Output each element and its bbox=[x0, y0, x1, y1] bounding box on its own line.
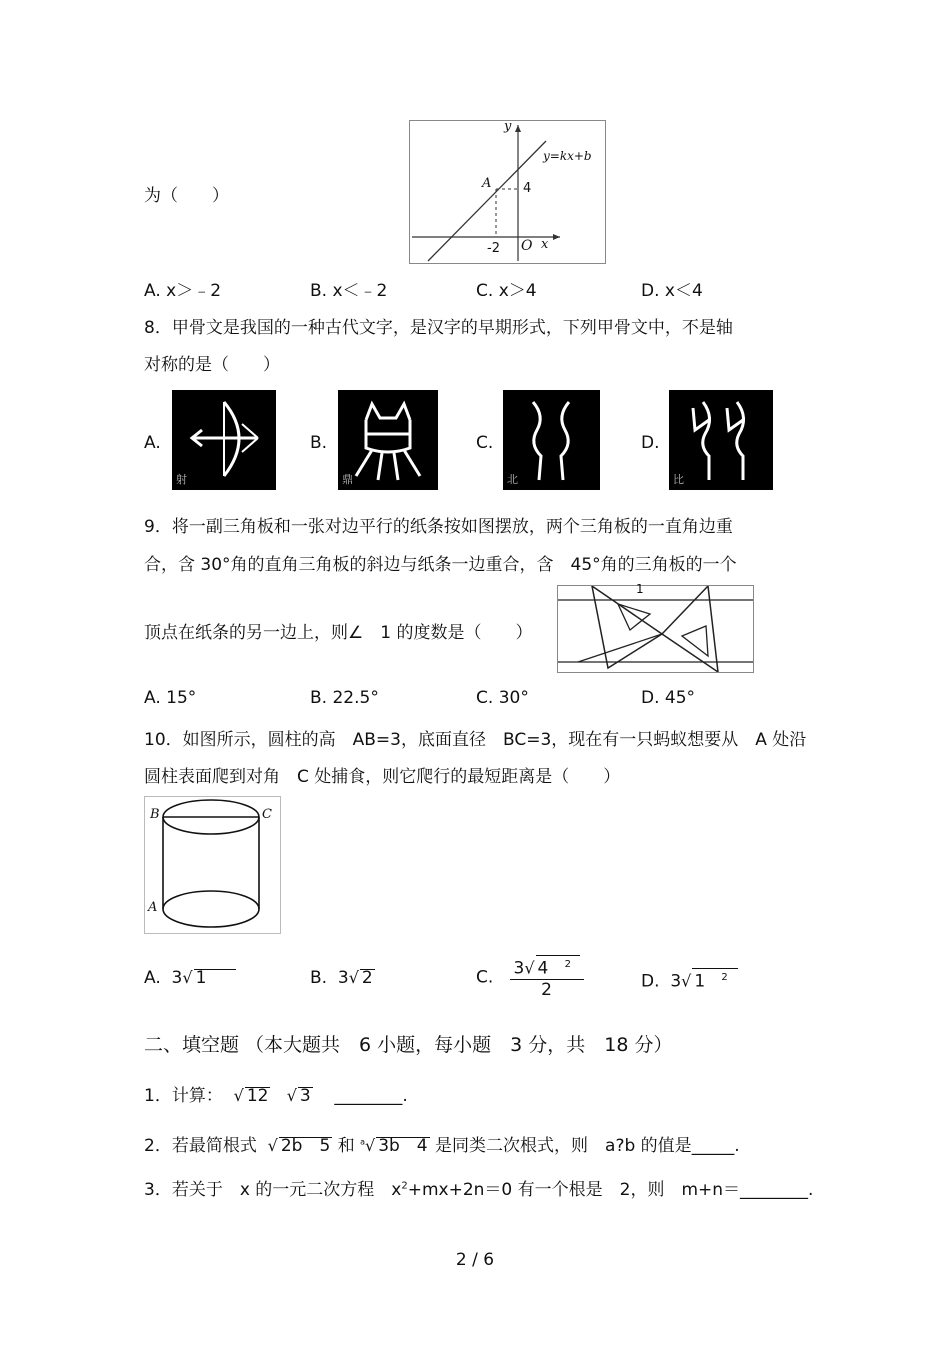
q10-point-a: A bbox=[148, 900, 158, 915]
glyph-she-icon bbox=[172, 390, 276, 490]
q10-stem-line1: 10．如图所示，圆柱的高 AB=3，底面直径 BC=3，现在有一只蚂蚁想要从 A 处沿 bbox=[144, 730, 807, 750]
q7-x-axis-label: x bbox=[541, 237, 549, 252]
q7-y-axis-label: y bbox=[504, 119, 512, 134]
glyph-bi-caption: 比 bbox=[673, 473, 684, 486]
q7-origin-label: O bbox=[521, 238, 533, 254]
q10-point-b: B bbox=[150, 807, 160, 822]
q7-stem-tail: 为（ ） bbox=[144, 186, 229, 206]
q8-option-c-letter[interactable]: C. bbox=[476, 433, 494, 453]
fill-q1: 1．计算： √ 12 √ 3 ________. bbox=[144, 1086, 408, 1106]
q7-graph-svg bbox=[410, 121, 605, 263]
q8-stem-line2: 对称的是（ ） bbox=[144, 355, 280, 375]
q7-y-value-label: 4 bbox=[523, 181, 532, 196]
q9-option-a[interactable]: A. 15° bbox=[144, 688, 197, 708]
q8-option-b-letter[interactable]: B. bbox=[310, 433, 328, 453]
q9-stem-line2: 合，含 30°角的直角三角板的斜边与纸条一边重合，含 45°角的三角板的一个 bbox=[144, 555, 737, 575]
q7-line-label: y=kx+b bbox=[543, 149, 592, 163]
q7-linear-graph bbox=[409, 120, 606, 264]
glyph-she-caption: 射 bbox=[176, 473, 187, 486]
q8-option-d-letter[interactable]: D. bbox=[641, 433, 660, 453]
q10-stem-line2: 圆柱表面爬到对角 C 处捕食，则它爬行的最短距离是（ ） bbox=[144, 767, 621, 787]
q7-option-a[interactable]: A. x＞﹣2 bbox=[144, 281, 222, 301]
q7-x-value-label: -2 bbox=[487, 241, 500, 256]
glyph-bi-icon bbox=[669, 390, 773, 490]
q9-option-b[interactable]: B. 22.5° bbox=[310, 688, 379, 708]
q8-stem-line1: 8．甲骨文是我国的一种古代文字，是汉字的早期形式，下列甲骨文中，不是轴 bbox=[144, 318, 733, 338]
q10-option-c[interactable]: C. $\frac{3√ 4 ^2}{2}$ bbox=[476, 955, 584, 1000]
q7-option-b[interactable]: B. x＜﹣2 bbox=[310, 281, 388, 301]
glyph-ding-icon bbox=[338, 390, 438, 490]
q9-stem-line1: 9．将一副三角板和一张对边平行的纸条按如图摆放，两个三角板的一直角边重 bbox=[144, 517, 733, 537]
section2-title: 二、填空题 （本大题共 6 小题，每小题 3 分，共 18 分） bbox=[144, 1034, 673, 1056]
fill-q3: 3．若关于 x 的一元二次方程 $x^2+mx+2n=0$ 有一个根是 2，则 m+n＝________. bbox=[144, 1180, 814, 1200]
fill-q2: 2．若最简根式 √ 2b 5 和 $^a$√ 3b 4 是同类二次根式，则 a?b 的值是_____. bbox=[144, 1136, 740, 1156]
q9-option-c[interactable]: C. 30° bbox=[476, 688, 529, 708]
q8-option-a-letter[interactable]: A. bbox=[144, 433, 161, 453]
q9-angle-label: 1 bbox=[636, 582, 644, 596]
glyph-ding-caption: 鼎 bbox=[342, 473, 353, 486]
q8-oracle-glyph-bei[interactable] bbox=[503, 390, 600, 490]
q8-oracle-glyph-bi[interactable] bbox=[669, 390, 773, 490]
glyph-bei-caption: 北 bbox=[507, 473, 518, 486]
q10-point-c: C bbox=[262, 807, 272, 822]
fill-q2-blank[interactable]: _____ bbox=[691, 1136, 735, 1156]
q9-figure-svg bbox=[558, 586, 753, 672]
q10-cylinder-svg bbox=[145, 797, 280, 933]
q8-oracle-glyph-she[interactable] bbox=[172, 390, 276, 490]
q8-oracle-glyph-ding[interactable] bbox=[338, 390, 438, 490]
q10-option-b[interactable]: B. 3√ 2 bbox=[310, 968, 373, 988]
fill-q1-blank[interactable]: ________ bbox=[334, 1086, 403, 1106]
q9-stem-line3: 顶点在纸条的另一边上，则∠ 1 的度数是（ ） bbox=[144, 623, 533, 643]
q9-option-d[interactable]: D. 45° bbox=[641, 688, 696, 708]
q7-option-d[interactable]: D. x＜4 bbox=[641, 281, 703, 301]
q7-option-c[interactable]: C. x＞4 bbox=[476, 281, 537, 301]
q10-option-d[interactable]: D. 3√ 1 $^2$ bbox=[641, 968, 738, 992]
fill-q3-blank[interactable]: ________ bbox=[740, 1180, 809, 1200]
q9-triangle-figure bbox=[557, 582, 754, 673]
q10-option-a[interactable]: A. 3√ 1 bbox=[144, 968, 236, 988]
q10-cylinder-figure bbox=[144, 796, 281, 934]
q7-point-a-label: A bbox=[482, 176, 492, 191]
page-number: 2 / 6 bbox=[455, 1250, 495, 1270]
